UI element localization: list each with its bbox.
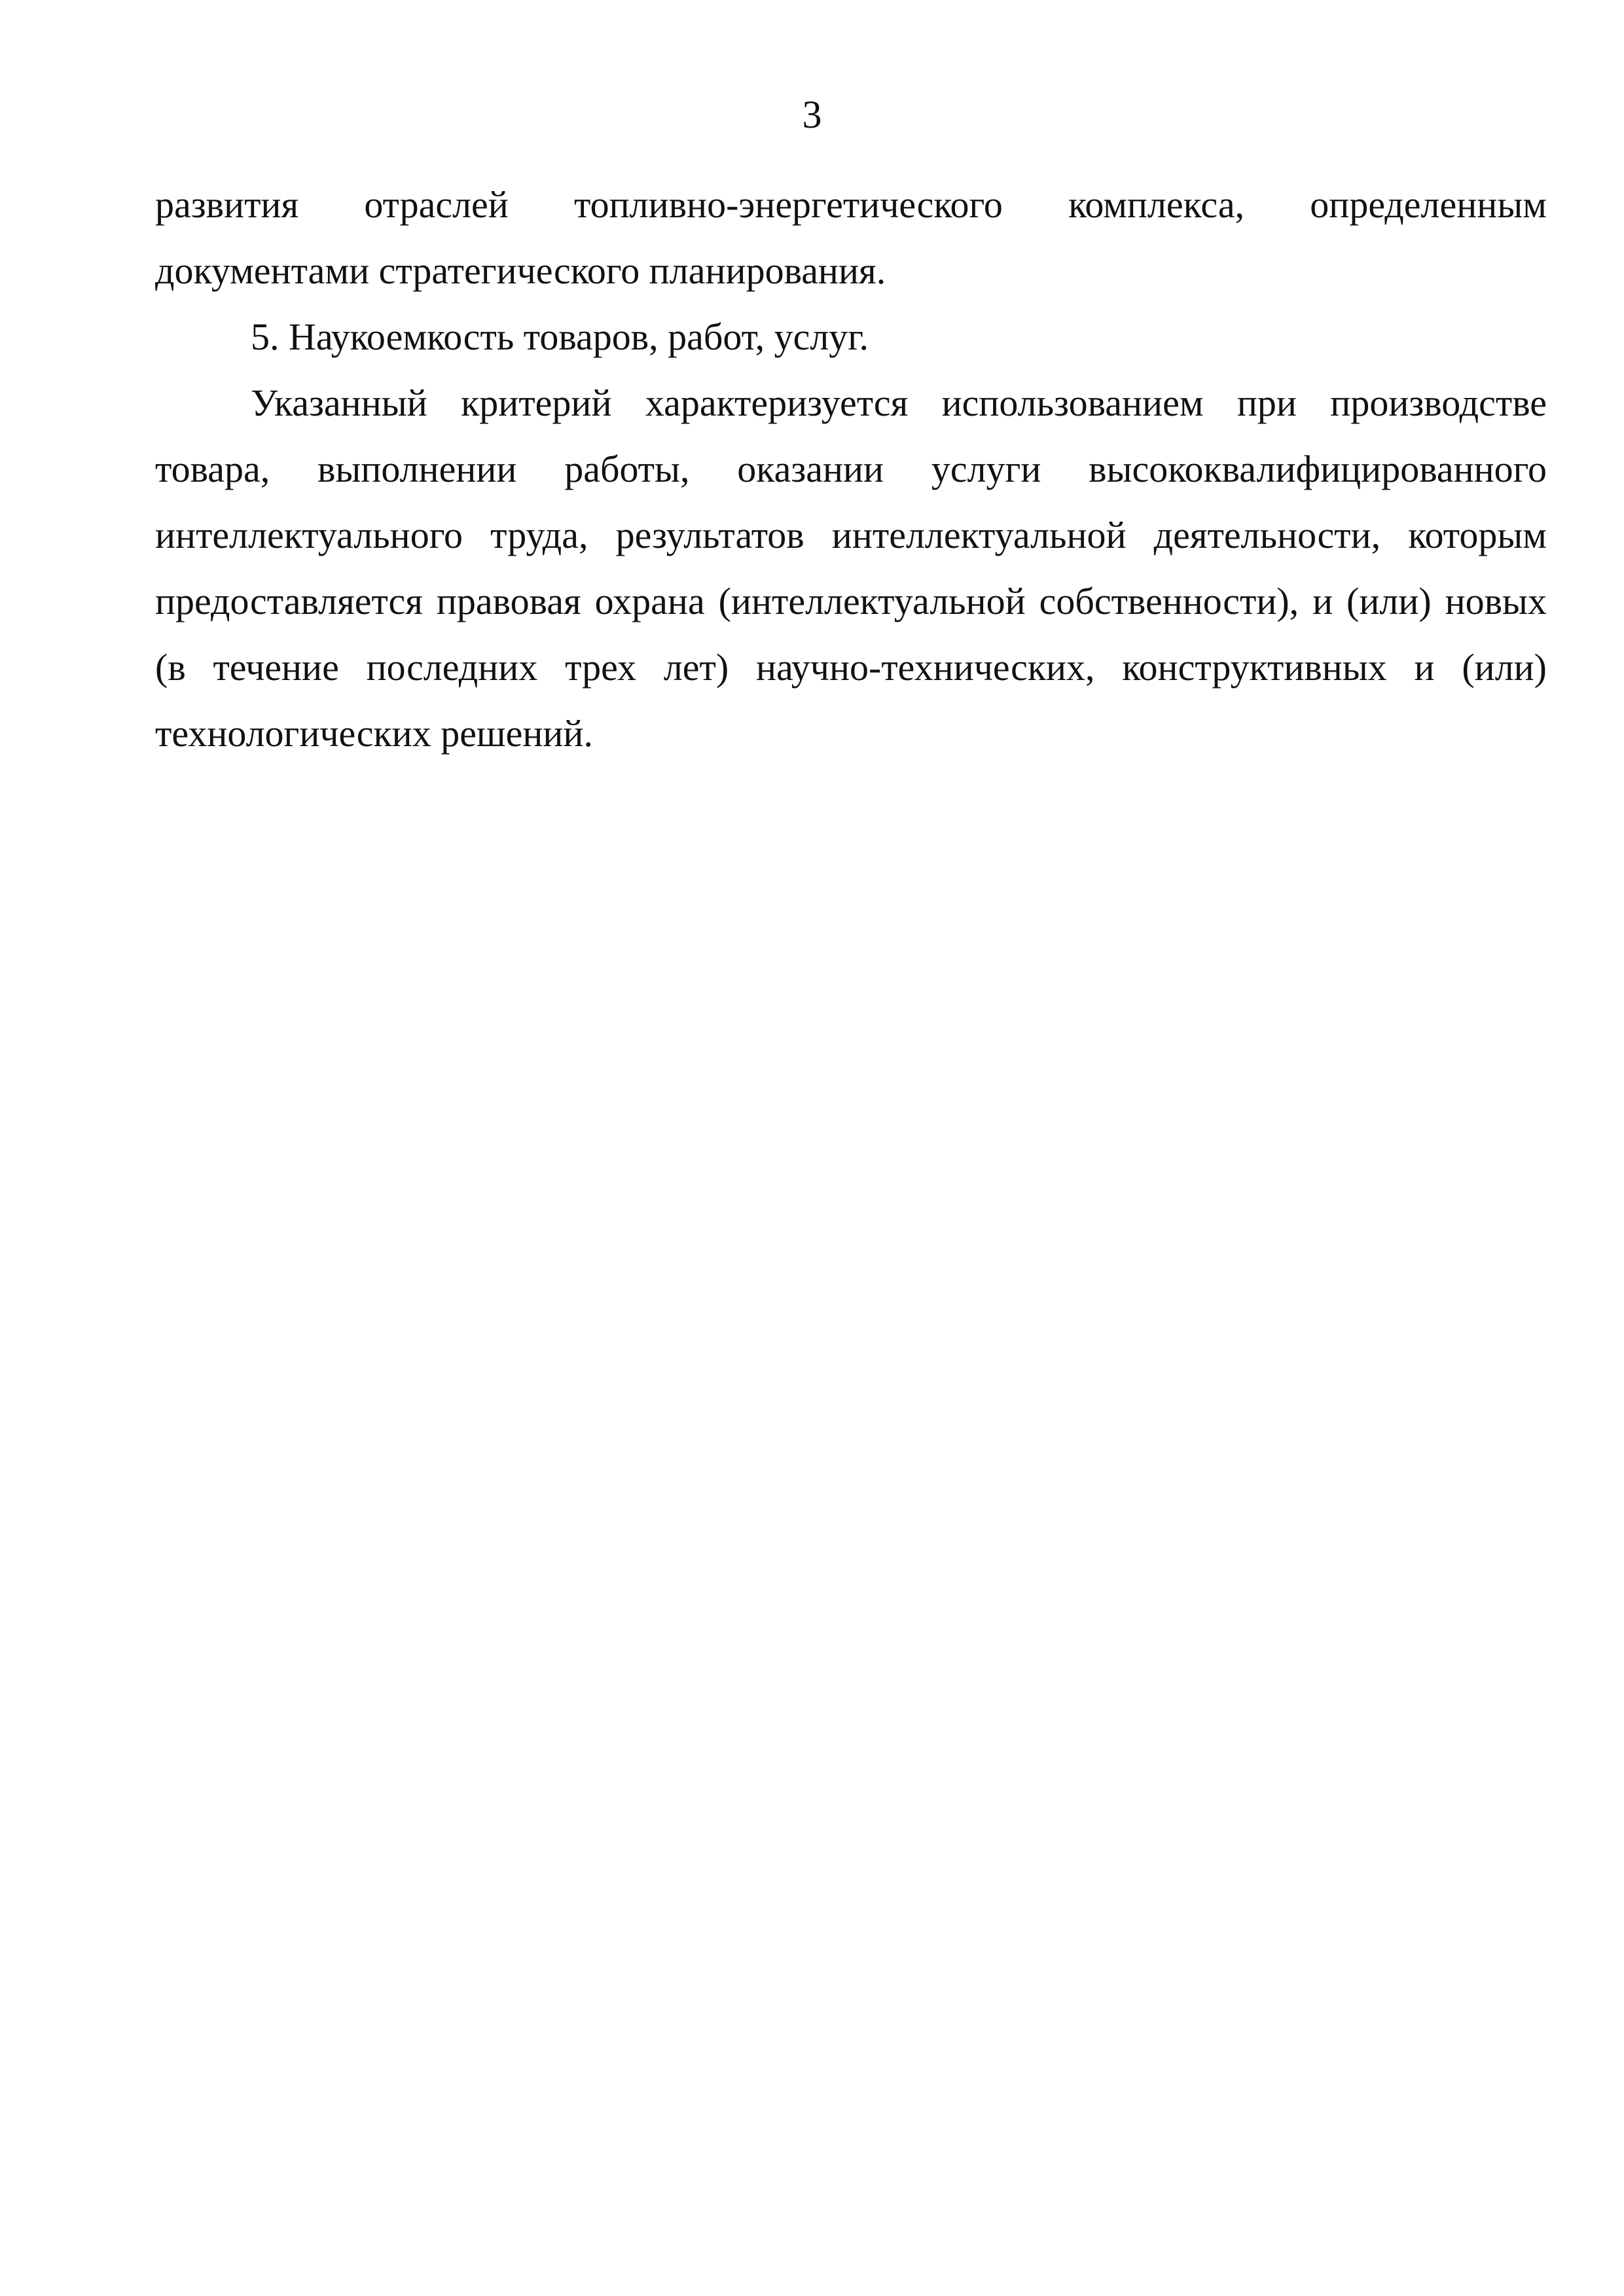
document-body <box>155 171 1547 766</box>
text-line <box>155 436 1547 502</box>
text-line <box>155 568 1547 634</box>
text-line-content: развития отраслей топливно-энергетического комплекса, определенным <box>155 183 1547 226</box>
text-line <box>155 634 1547 700</box>
text-line-content: технологических решений. <box>155 712 593 755</box>
text-line-content: предоставляется правовая охрана (интеллектуальной собственности), и (или) новых <box>155 580 1547 622</box>
text-line <box>155 370 1547 436</box>
text-line-content: 5. Наукоемкость товаров, работ, услуг. <box>251 315 869 358</box>
paragraph-continuation <box>155 171 1547 304</box>
page-number: 3 <box>802 93 822 136</box>
text-line-content: интеллектуального труда, результатов интеллектуальной деятельности, которым <box>155 514 1547 556</box>
text-line-content: Указанный критерий характеризуется использованием при производстве <box>251 382 1547 424</box>
text-line-content: (в течение последних трех лет) научно-технических, конструктивных и (или) <box>155 646 1547 689</box>
paragraph-criterion <box>155 370 1547 766</box>
text-line-content: документами стратегического планирования. <box>155 249 886 292</box>
text-line-content: товара, выполнении работы, оказании услуги высококвалифицированного <box>155 448 1547 490</box>
text-line <box>155 700 1547 766</box>
text-line <box>155 502 1547 568</box>
text-line <box>155 304 1547 370</box>
section-heading <box>155 304 1547 370</box>
text-line <box>155 238 1547 304</box>
text-line <box>155 171 1547 238</box>
